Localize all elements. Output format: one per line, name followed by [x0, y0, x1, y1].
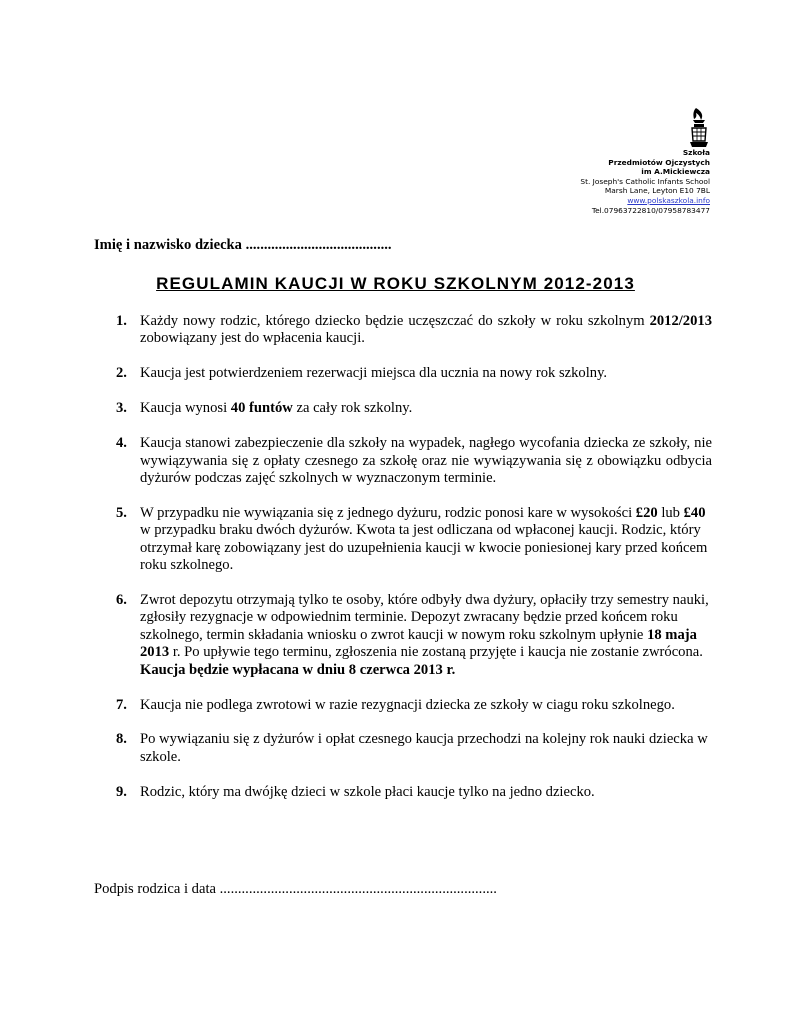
rule-text	[140, 313, 712, 346]
rule-text-segment: Po wywiązaniu się z dyżurów i opłat czesnego kaucja przechodzi na kolejny rok nauki dziecka w szkole.	[140, 731, 708, 765]
rule-number: 3.	[116, 400, 127, 417]
rule-text-segment: Rodzic, który ma dwójkę dzieci w szkole płaci kaucje tylko na jedno dziecko.	[140, 783, 595, 800]
signature-field: Podpis rodzica i data ............................................................................	[94, 881, 497, 897]
rule-number: 8.	[116, 731, 127, 748]
rule-item	[108, 697, 712, 714]
rules-list	[108, 313, 712, 819]
rule-text-bold: 18 maja 2013	[140, 626, 697, 661]
rule-text-segment: r. Po upływie tego terminu, zgłoszenia nie zostaną przyjęte i kaucja nie zostanie zwrócona.	[169, 644, 703, 661]
rule-item	[108, 505, 712, 575]
rule-number: 6.	[116, 591, 127, 608]
phone-number: Tel.07963722810/07958783477	[591, 205, 710, 215]
rule-text-segment: w przypadku braku dwóch dyżurów. Kwota ta jest odliczana od wpłaconej kaucji. Rodzic, który otrzymał karę zobowiązany jest do uzupełnienia kaucji w kwocie poniesionej kary przed końcem roku szkolnego.	[140, 522, 708, 574]
rule-text-segment: Kaucja wynosi	[140, 400, 231, 417]
rule-text	[140, 505, 707, 573]
rule-text-segment: zobowiązany jest do wpłacenia kaucji.	[140, 330, 365, 347]
rule-text-bold: Kaucja będzie wypłacana w dniu 8 czerwca 2013 r.	[140, 661, 456, 678]
rule-text-bold: 40 funtów	[230, 400, 293, 417]
child-name-field: Imię i nazwisko dziecka ........................................	[94, 237, 392, 253]
rule-item	[108, 313, 712, 348]
website-link[interactable]: www.polskaszkola.info	[627, 195, 710, 205]
rule-text	[140, 697, 675, 713]
rule-text-bold: 2012/2013	[649, 313, 712, 329]
rule-text-segment: W przypadku nie wywiązania się z jednego dyżuru, rodzic ponosi kare w wysokości	[140, 504, 636, 521]
rule-item	[108, 592, 712, 679]
rule-text-segment: Kaucja stanowi zabezpieczenie dla szkoły na wypadek, nagłego wycofania dziecka ze szkoły, nie wywiązywania się z opłaty czesnego za szkołę oraz nie wywiązywania się z obowiązku odbycia dyżurów podczas zajęć szkolnych w wyznaczonym terminie.	[140, 435, 712, 486]
rule-text-segment: Zwrot depozytu otrzymają tylko te osoby, które odbyły dwa dyżury, opłaciły trzy semestry nauki, zgłosiły rezygnacje w odpowiednim terminie. Depozyt zwracany będzie przed końcem roku szkolnego, termin składania wniosku o zwrot kaucji w nowym roku szkolnym upłynie	[140, 591, 709, 643]
rule-text	[140, 731, 708, 764]
rule-text-bold: £20	[635, 504, 658, 521]
rule-number: 1.	[116, 313, 127, 329]
rule-number: 7.	[116, 696, 127, 713]
school-name-line-3: im A.Mickiewcza	[641, 167, 710, 177]
school-name-line-1: Szkoła	[682, 148, 710, 157]
rule-text-segment: lub	[657, 504, 684, 521]
rule-text-segment: Kaucja jest potwierdzeniem rezerwacji miejsca dla ucznia na nowy rok szkolny.	[140, 365, 608, 382]
rule-item	[108, 435, 712, 487]
rule-item	[108, 731, 712, 766]
rule-text-segment: Każdy nowy rodzic, którego dziecko będzie uczęszczać do szkoły w roku szkolnym	[140, 313, 650, 329]
rule-number: 5.	[116, 504, 127, 521]
rule-text-segment: Kaucja nie podlega zwrotowi w razie rezygnacji dziecka ze szkoły w ciagu roku szkolnego.	[140, 696, 675, 713]
torch-emblem-icon	[688, 106, 710, 152]
rule-item	[108, 784, 712, 801]
address-line-2: Marsh Lane, Leyton E10 7BL	[604, 186, 710, 196]
rule-text	[140, 784, 595, 800]
rule-text-bold: £40	[683, 504, 706, 521]
rule-text-segment: za cały rok szkolny.	[292, 400, 413, 417]
rule-item	[108, 400, 712, 417]
rule-number: 2.	[116, 365, 127, 382]
rule-text	[140, 400, 412, 416]
document-title: REGULAMIN KAUCJI W ROKU SZKOLNYM 2012-2013	[156, 274, 635, 293]
rule-text	[140, 435, 712, 486]
address-line-1: St. Joseph's Catholic Infants School	[580, 176, 710, 186]
rule-text	[140, 365, 607, 381]
school-name-line-2: Przedmiotów Ojczystych	[608, 157, 710, 167]
rule-text	[140, 592, 709, 678]
rule-item	[108, 365, 712, 382]
rule-number: 9.	[116, 783, 127, 800]
rule-number: 4.	[116, 435, 127, 452]
